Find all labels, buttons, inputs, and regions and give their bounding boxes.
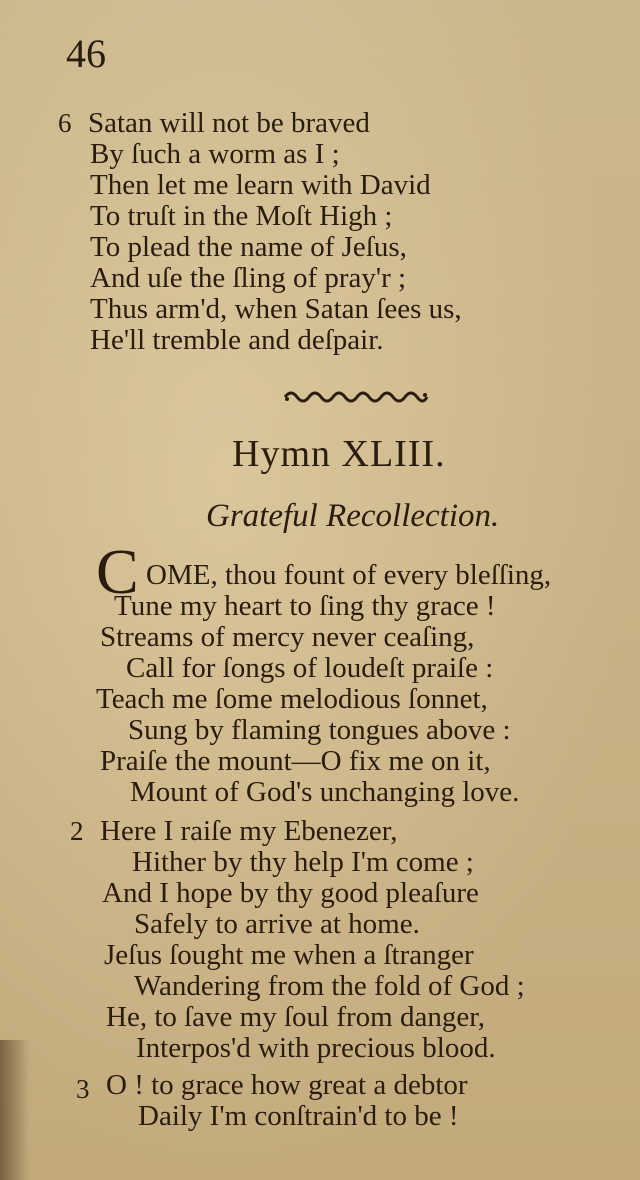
verse-line: Streams of mercy never ceaſing, bbox=[100, 621, 475, 653]
verse-line: Here I raiſe my Ebenezer, bbox=[100, 815, 398, 847]
hymn-title: Hymn XLIII. bbox=[232, 433, 446, 475]
verse-line: Mount of God's unchanging love. bbox=[130, 776, 520, 808]
page-number: 46 bbox=[66, 31, 106, 76]
verse-line: He, to ſave my ſoul from danger, bbox=[106, 1001, 485, 1033]
verse-line: Interpos'd with precious blood. bbox=[136, 1032, 496, 1064]
verse-number: 3 bbox=[76, 1074, 90, 1104]
verse-line: To truſt in the Moſt High ; bbox=[90, 200, 393, 232]
verse-line: Teach me ſome melodious ſonnet, bbox=[96, 683, 488, 715]
verse-line: To plead the name of Jeſus, bbox=[90, 231, 407, 263]
hymn-subtitle: Grateful Recollection. bbox=[206, 498, 500, 534]
verse-line: O ! to grace how great a debtor bbox=[106, 1069, 468, 1101]
page-edge-shadow bbox=[0, 1040, 30, 1180]
verse-line: Thus arm'd, when Satan ſees us, bbox=[90, 293, 462, 325]
verse-line: Satan will not be braved bbox=[88, 107, 370, 139]
verse-number: 2 bbox=[70, 816, 84, 846]
verse-line: Hither by thy help I'm come ; bbox=[132, 846, 474, 878]
verse-line: Call for ſongs of loudeſt praiſe : bbox=[126, 652, 494, 684]
verse-line: Sung by flaming tongues above : bbox=[128, 714, 511, 746]
verse-line: Praiſe the mount—O fix me on it, bbox=[100, 745, 491, 777]
drop-cap: C bbox=[96, 536, 139, 607]
verse-number: 6 bbox=[58, 108, 72, 138]
verse-line: And I hope by thy good pleaſure bbox=[102, 877, 479, 909]
verse-line: Safely to arrive at home. bbox=[134, 908, 420, 940]
verse-line: Then let me learn with David bbox=[90, 169, 431, 201]
verse-line: Wandering from the fold of God ; bbox=[134, 970, 525, 1002]
ornament-divider bbox=[283, 387, 429, 405]
verse-line: By ſuch a worm as I ; bbox=[90, 138, 340, 170]
verse-line: Tune my heart to ſing thy grace ! bbox=[114, 590, 496, 622]
verse-line: And uſe the ſling of pray'r ; bbox=[90, 262, 407, 294]
verse-line: OME, thou fount of every bleſſing, bbox=[146, 559, 552, 591]
verse-line: Jeſus ſought me when a ſtranger bbox=[104, 939, 474, 971]
verse-line: Daily I'm conſtrain'd to be ! bbox=[138, 1100, 459, 1132]
verse-line: He'll tremble and deſpair. bbox=[90, 324, 384, 356]
